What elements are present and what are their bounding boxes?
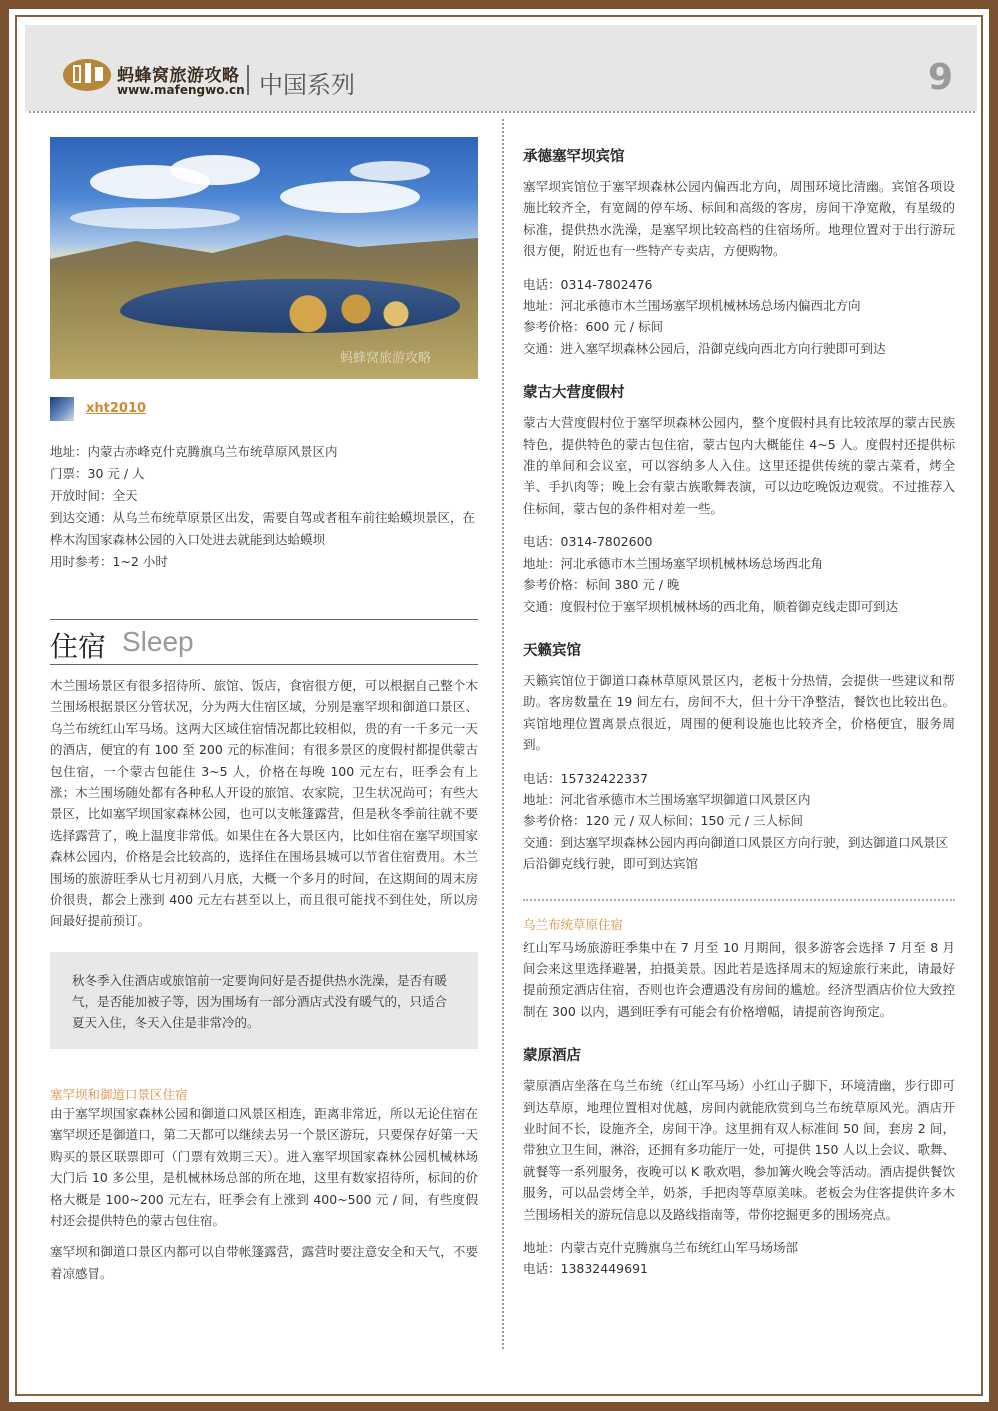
- subsection-title: 乌兰布统草原住宿: [523, 916, 624, 932]
- hotel-card: [523, 639, 955, 875]
- hotel-name: 承德塞罕坝宾馆: [523, 149, 625, 165]
- info-hours: 开放时间：全天: [50, 488, 138, 503]
- section-heading: [50, 619, 478, 665]
- hotel-card: [523, 145, 955, 359]
- subsection-note: 塞罕坝和御道口景区内都可以自带帐篷露营，露营时要注意安全和天气，不要着凉感冒。: [50, 1244, 478, 1281]
- left-column: [50, 137, 478, 1284]
- subsection-text: 由于塞罕坝国家森林公园和御道口风景区相连，距离非常近，所以无论住宿在塞罕坝还是御道口，第二天都可以继续去另一个景区游玩，只要保存好第一天购买的景区联票即可（门票有效期三天）。进入塞罕坝国家森林公园机械林场大门后 10 多公里，是机械林场总部的所在地，这里有数家招待所，标间的价格大概是 100~200 元左右，旺季会有上涨到 400~500 元 / 间，有些度假村还会提供特色的蒙古包住宿。: [50, 1105, 478, 1228]
- mafengwo-logo-icon: [61, 55, 113, 93]
- hotel-address: 地址：河北省承德市木兰围场塞罕坝御道口风景区内: [523, 791, 811, 807]
- hotel-name: 蒙古大营度假村: [523, 385, 625, 402]
- hotel-card: [523, 1044, 955, 1280]
- section-divider: [523, 899, 955, 901]
- avatar[interactable]: [50, 397, 74, 421]
- hotel-address: 地址：河北承德市木兰围场塞罕坝机械林场总场西北角: [523, 555, 824, 571]
- author-row: [50, 397, 478, 423]
- hotel-price: 参考价格：120 元 / 双人标间；150 元 / 三人标间: [523, 813, 803, 829]
- hotel-address: 地址：内蒙古克什克腾旗乌兰布统红山军马场场部: [523, 1240, 799, 1256]
- info-duration: 用时参考：1~2 小时: [50, 554, 168, 569]
- logo-text: 蚂蜂窝旅游攻略: [117, 66, 240, 86]
- subsection-text: 红山军马场旅游旺季集中在 7 月至 10 月期间，很多游客会选择 7 月至 8 月间会来这里选择避暑，拍摄美景。因此若是选择周末的短途旅行来此，请最好提前预定酒店住宿，否则也许会遭遇没有房间的尴尬。经济型酒店价位大致控制在 300 以内，遇到旺季有可能会有价格增幅，请提前咨询预定。: [523, 939, 955, 1019]
- hotel-desc: 天籁宾馆位于御道口森林草原风景区内，老板十分热情，会提供一些建议和帮助。客房数量在 19 间左右，房间不大，但十分干净整洁，餐饮也比较出色。宾馆地理位置离景点很近，周围的便利设施也比较齐全，价格便宜，服务周到。: [523, 672, 955, 753]
- hotel-phone: 电话：13832449691: [523, 1261, 648, 1277]
- info-ticket: 门票：30 元 / 人: [50, 466, 145, 481]
- hotel-name: 蒙原酒店: [523, 1048, 581, 1065]
- header-rule: [29, 111, 975, 113]
- page-number: 9: [927, 57, 953, 98]
- hotel-desc: 塞罕坝宾馆位于塞罕坝森林公园内偏西北方向，周围环境比清幽。宾馆各项设施比较齐全，有宽阔的停车场、标间和高级的客房，房间干净宽敞，有星级的标准，提供热水洗澡，是塞罕坝比较高档的住宿场所。地理位置对于出行游玩很方便，附近也有一些特产专卖店，方便购物。: [523, 179, 955, 259]
- header-divider: [247, 65, 249, 95]
- series-title: 中国系列: [259, 71, 355, 99]
- hotel-price: 参考价格：600 元 / 标间: [523, 319, 663, 335]
- hotel-transport: 交通：进入塞罕坝森林公园后，沿御克线向西北方向行驶即可到达: [523, 340, 886, 356]
- section-title-cn: 住宿: [50, 630, 107, 663]
- hotel-name: 天籁宾馆: [523, 642, 581, 659]
- author-link[interactable]: xht2010: [86, 401, 147, 416]
- column-divider: [502, 119, 504, 1349]
- info-transport: 到达交通：从乌兰布统草原景区出发，需要自驾或者租车前往蛤蟆坝景区，在桦木沟国家森林公园的入口处进去就能到达蛤蟆坝: [50, 510, 476, 547]
- sleep-intro: 木兰围场景区有很多招待所、旅馆、饭店，食宿很方便，可以根据自己整个木兰围场根据景区分管状况，分为两大住宿区域，分别是塞罕坝和御道口景区、乌兰布统红山军马场。这两大区域住宿情况都比较相似，贵的有一千多元一天的酒店，便宜的有 100 至 200 元的标准间；有很多景区的度假村都提供蒙古包住宿，一个蒙古包能住 3~5 人，价格在每晚 100 元左右，旺季会有上涨；木兰围场随处都有各种私人开设的旅馆、农家院，卫生状况尚可；有些大景区，比如塞罕坝国家森林公园，也可以支帐篷露营，但是秋冬季前往就不要选择露营了，晚上温度非常低。如果住在各大景区内，比如住宿在塞罕坝国家森林公园内，价格是会比较高的，选择住在围场县城可以节省住宿费用。木兰围场的旅游旺季从七月初到八月底，大概一个多月的时间，在这期间的周末房价很贵，都会上涨到 400 元左右甚至以上，而且很可能找不到住处，所以房间最好提前预订。: [50, 678, 478, 929]
- hotel-desc: 蒙古大营度假村位于塞罕坝森林公园内，整个度假村具有比较浓厚的蒙古民族特色，提供特色的蒙古包住宿，蒙古包内大概能住 4~5 人。度假村还提供标准的单间和会议室，可以容纳多人入住。这里还提供传统的蒙古菜肴，烤全羊、手扒肉等；晚上会有蒙古族歌舞表演，可以边吃晚饭边观赏。不过推荐入住标间，蒙古包的条件相对差一些。: [523, 415, 955, 516]
- hotel-phone: 电话：0314-7802476: [523, 276, 653, 292]
- hotel-card: [523, 381, 955, 617]
- logo-url: www.mafengwo.cn: [117, 83, 245, 97]
- tip-box: 秋冬季入住酒店或旅馆前一定要询问好是否提供热水洗澡，是否有暖气，是否能加被子等，因为围场有一部分酒店式没有暖气的，只适合夏天入住，冬天入住是非常冷的。: [50, 952, 478, 1049]
- hotel-desc: 蒙原酒店坐落在乌兰布统（红山军马场）小红山子脚下，环境清幽，步行即可到达草原，地理位置相对优越，房间内就能欣赏到乌兰布统草原风光。酒店开业时间不长，设施齐全，房间干净。这里拥有双人标准间 50 间，套房 2 间，带独立卫生间，淋浴，还拥有多功能厅一处，可提供 150 人以上会议、歌舞、就餐等一系列服务，夜晚可以 K 歌欢唱，参加篝火晚会等活动。酒店提供餐饮服务，可以品尝烤全羊，奶茶，手把肉等草原美味。老板会为住客提供许多木兰围场相关的游玩信息以及路线指南等，带你挖掘更多的围场亮点。: [523, 1078, 955, 1222]
- landscape-photo: [50, 137, 478, 379]
- hotel-address: 地址：河北承德市木兰围场塞罕坝机械林场总场内偏西北方向: [523, 298, 861, 314]
- page-header: [25, 25, 977, 111]
- subsection-title: 塞罕坝和御道口景区住宿: [50, 1086, 188, 1102]
- photo-watermark: 蚂蜂窝旅游攻略: [340, 351, 432, 366]
- section-title-en: Sleep: [122, 626, 194, 657]
- hotel-phone: 电话：15732422337: [523, 770, 648, 786]
- info-address: 地址：内蒙古赤峰克什克腾旗乌兰布统草原风景区内: [50, 444, 338, 459]
- page: [12, 12, 986, 1399]
- hotel-phone: 电话：0314-7802600: [523, 534, 653, 550]
- right-column: [523, 145, 955, 1280]
- hotel-transport: 交通：到达塞罕坝森林公园内再向御道口风景区方向行驶，到达御道口风景区后沿御克线行驶，即可到达宾馆: [523, 834, 949, 872]
- hotel-transport: 交通：度假村位于塞罕坝机械林场的西北角，顺着御克线走即可到达: [523, 598, 899, 614]
- attraction-info: [50, 441, 478, 573]
- hotel-price: 参考价格：标间 380 元 / 晚: [523, 577, 680, 593]
